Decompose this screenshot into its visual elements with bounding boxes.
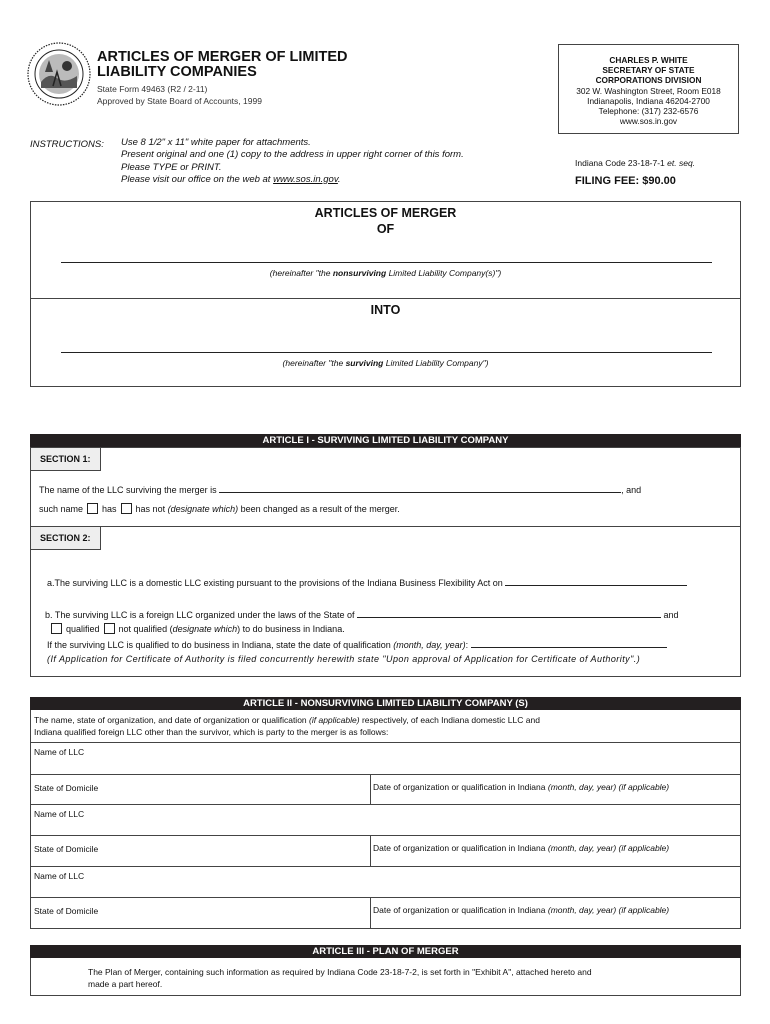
has-not-checkbox[interactable] xyxy=(121,503,132,514)
llc3-date-label: Date of organization or qualification in Indiana (month, day, year) (if applicable) xyxy=(373,905,670,915)
qualified-checkbox[interactable] xyxy=(51,623,62,634)
llc3-domicile-row[interactable]: State of Domicile Date of organization or qualification in Indiana (month, day, year) (if applicable) xyxy=(31,897,740,929)
office-street: 302 W. Washington Street, Room E018 xyxy=(576,85,721,96)
into-heading: INTO xyxy=(370,303,401,317)
office-city: Indianapolis, Indiana 46204-2700 xyxy=(587,95,710,106)
article2-intro-line2: Indiana qualified foreign LLC other than the survivor, which is party to the merger is as follows: xyxy=(34,727,389,737)
instruction-line: Please visit our office on the web at www.sos.in.gov. xyxy=(121,173,341,185)
article1-section1 xyxy=(30,447,741,527)
merger-heading: ARTICLES OF MERGER xyxy=(314,206,457,220)
state-form-number: State Form 49463 (R2 / 2-11) xyxy=(97,84,208,94)
merger-heading-of: OF xyxy=(376,222,395,236)
llc1-date-label: Date of organization or qualification in Indiana (month, day, year) (if applicable) xyxy=(373,782,670,792)
qualification-line: qualified not qualified (designate which) to do business in Indiana. xyxy=(51,623,345,634)
surviving-note: (hereinafter "the surviving Limited Liability Company") xyxy=(282,358,489,368)
llc1-domicile-row[interactable]: State of Domicile Date of organization or qualification in Indiana (month, day, year) (if applicable) xyxy=(31,774,740,804)
plan-text-line1: The Plan of Merger, containing such information as required by Indiana Code 23-18-7-2, is set forth in "Exhibit A", attached hereto and xyxy=(88,967,592,977)
office-phone: Telephone: (317) 232-6576 xyxy=(598,106,699,117)
section2-tag: SECTION 2: xyxy=(31,527,101,550)
article1-section2 xyxy=(30,527,741,677)
llc2-domicile-row[interactable]: State of Domicile Date of organization or qualification in Indiana (month, day, year) (if applicable) xyxy=(31,835,740,866)
indiana-code-reference: Indiana Code 23-18-7-1 et. seq. xyxy=(575,158,696,168)
article2-heading: ARTICLE II - NONSURVIVING LIMITED LIABILITY COMPANY (S) xyxy=(30,697,741,710)
qualification-date-line: If the surviving LLC is qualified to do business in Indiana, state the date of qualification (month, day, year): xyxy=(47,639,667,650)
qualification-date-field[interactable] xyxy=(471,639,667,648)
instruction-line: Use 8 1/2" x 11" white paper for attachments. xyxy=(121,137,311,148)
llc1-name-row[interactable]: Name of LLC xyxy=(31,742,740,774)
article2-intro-line1: The name, state of organization, and date of organization or qualification (if applicable) respectively, of each Indiana domestic LLC and xyxy=(34,715,540,725)
name-change-line: such name has has not (designate which) been changed as a result of the merger. xyxy=(39,504,400,514)
surviving-llc-name-field[interactable] xyxy=(219,484,621,493)
llc2-date-label: Date of organization or qualification in Indiana (month, day, year) (if applicable) xyxy=(373,843,670,853)
nonsurviving-name-field[interactable] xyxy=(61,262,712,263)
form-title: ARTICLES OF MERGER OF LIMITED LIABILITY COMPANIES xyxy=(97,49,348,80)
instruction-line: Please TYPE or PRINT. xyxy=(121,161,222,173)
domestic-date-field[interactable] xyxy=(505,577,687,586)
domestic-llc-line: a.The surviving LLC is a domestic LLC existing pursuant to the provisions of the Indiana Business Flexibility Act on xyxy=(47,577,687,588)
has-checkbox[interactable] xyxy=(87,503,98,514)
instructions-label: INSTRUCTIONS: xyxy=(30,139,104,150)
article1-heading: ARTICLE I - SURVIVING LIMITED LIABILITY COMPANY xyxy=(30,434,741,447)
plan-text-line2: made a part hereof. xyxy=(88,979,163,989)
surviving-name-field[interactable] xyxy=(61,352,712,353)
certificate-authority-note: (If Application for Certificate of Authority is filed concurrently herewith state "Upon approval of Application for Certificate of Authority".) xyxy=(47,654,641,664)
article3-heading: ARTICLE III - PLAN OF MERGER xyxy=(30,945,741,958)
not-qualified-checkbox[interactable] xyxy=(104,623,115,634)
office-name: CHARLES P. WHITE xyxy=(609,55,688,65)
foreign-llc-line: b. The surviving LLC is a foreign LLC organized under the laws of the State of and xyxy=(45,610,679,620)
llc3-name-row[interactable]: Name of LLC xyxy=(31,866,740,897)
nonsurviving-note: (hereinafter "the nonsurviving Limited Liability Company(s)") xyxy=(269,268,502,278)
approval-note: Approved by State Board of Accounts, 1999 xyxy=(97,96,262,106)
office-division: CORPORATIONS DIVISION xyxy=(595,75,702,86)
filing-fee: FILING FEE: $90.00 xyxy=(575,175,676,187)
instructions-text xyxy=(121,137,464,186)
foreign-state-field[interactable] xyxy=(357,609,661,618)
merger-parties-box xyxy=(30,201,741,387)
llc2-name-row[interactable]: Name of LLC xyxy=(31,804,740,835)
office-address-box xyxy=(558,44,739,134)
office-web: www.sos.in.gov xyxy=(619,116,678,127)
state-seal-logo xyxy=(27,42,91,106)
website-link[interactable]: www.sos.in.gov xyxy=(273,173,338,185)
nonsurviving-table xyxy=(30,697,741,929)
section1-tag: SECTION 1: xyxy=(31,448,101,471)
office-role: SECRETARY OF STATE xyxy=(602,65,695,76)
instruction-line: Present original and one (1) copy to the address in upper right corner of this form. xyxy=(121,149,464,161)
surviving-name-line: The name of the LLC surviving the merger is , and xyxy=(39,485,642,495)
